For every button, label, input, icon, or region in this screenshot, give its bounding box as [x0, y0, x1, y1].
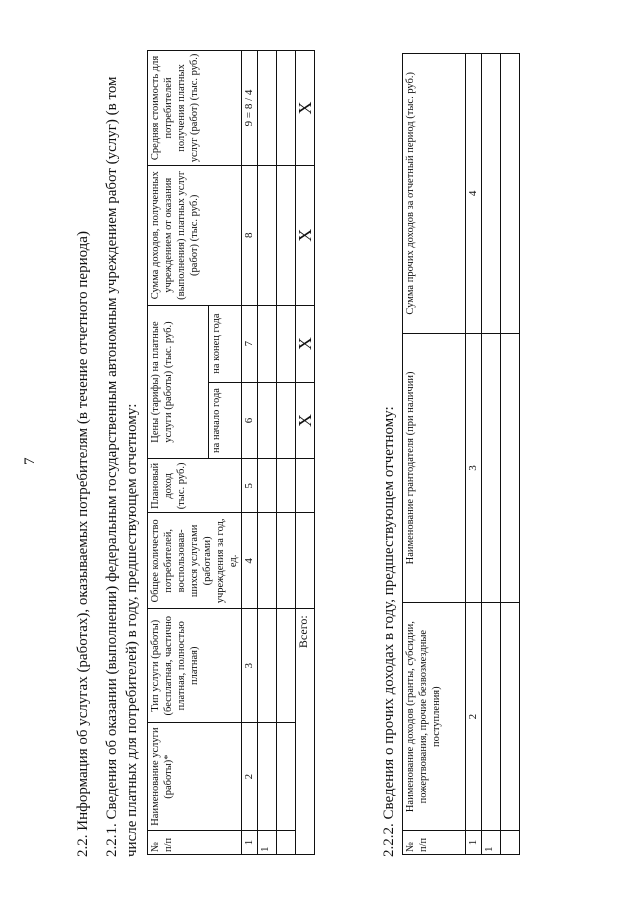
row-cell — [258, 165, 277, 305]
col-number: 1 — [466, 831, 482, 855]
header-service-type: Тип услуги (работы) (бесплатная, частично платная, полностью платная) — [148, 609, 242, 723]
subsection-1-title-line-1: 2.2.1. Сведения об оказании (выполнении) федеральным государственным автономным учреждением работ (услуг) (в том — [104, 76, 120, 857]
header-price-end: на конец года — [208, 305, 241, 382]
row-cell — [258, 459, 277, 513]
row-cell — [482, 54, 501, 334]
other-income-table — [402, 53, 520, 855]
row-cell — [482, 333, 501, 603]
col-number: 3 — [242, 609, 258, 723]
services-header-row — [148, 51, 209, 855]
page-number: 7 — [22, 457, 38, 465]
col-number: 5 — [242, 459, 258, 513]
row-number: 1 — [258, 831, 277, 855]
row-cell — [258, 723, 277, 831]
table-row — [258, 51, 277, 855]
subsection-1-title-line-2: числе платных для потребителей) в году, предшествующем отчетному: — [124, 403, 140, 857]
col-number: 9 = 8 / 4 — [242, 51, 258, 166]
header-price-start: на начало года — [208, 382, 241, 459]
col-number: 1 — [242, 831, 258, 855]
col-number: 3 — [466, 333, 482, 603]
row-cell — [258, 51, 277, 166]
col-number: 4 — [242, 513, 258, 609]
header-consumer-count: Общее количество потребителей, воспользовав-шихся услугами (работами) учреждения за год, ед. — [148, 513, 242, 609]
header-service-name: Наименование услуги (работы)* — [148, 723, 242, 831]
total-row — [296, 51, 315, 855]
total-average-cost: X — [296, 51, 315, 166]
table-row-empty — [277, 51, 296, 855]
services-number-row — [242, 51, 258, 855]
col-number: 8 — [242, 165, 258, 305]
header-average-cost: Средняя стоимость для потребителей получения платных услуг (работ) (тыс. руб.) — [148, 51, 242, 166]
total-label: Всего: — [296, 609, 315, 855]
other-income-header-row — [403, 54, 466, 855]
row-cell — [258, 382, 277, 459]
header-other-income-sum: Сумма прочих доходов за отчетный период (тыс. руб.) — [403, 54, 466, 334]
row-number: 1 — [482, 831, 501, 855]
header-income-sum: Сумма доходов, полученных учреждением от оказания (выполнения) платных услуг (работ) (тыс. руб.) — [148, 165, 242, 305]
total-price-end: X — [296, 305, 315, 382]
other-income-number-row — [466, 54, 482, 855]
row-cell — [482, 603, 501, 831]
total-price-start: X — [296, 382, 315, 459]
col-number: 2 — [466, 603, 482, 831]
total-income-sum: X — [296, 165, 315, 305]
col-number: 2 — [242, 723, 258, 831]
col-number: 6 — [242, 382, 258, 459]
col-number: 7 — [242, 305, 258, 382]
section-title: 2.2. Информация об услугах (работах), оказываемых потребителям (в течение отчетного периода) — [75, 231, 91, 857]
table-row — [482, 54, 501, 855]
header-number: № п/п — [403, 831, 466, 855]
header-grantor: Наименование грантодателя (при наличии) — [403, 333, 466, 603]
row-cell — [258, 609, 277, 723]
row-cell — [258, 305, 277, 382]
header-planned-income: Плановый доход (тыс. руб.) — [148, 459, 242, 513]
table-row-empty — [501, 54, 520, 855]
services-table — [147, 50, 315, 855]
header-prices-group: Цены (тарифы) на платные услуги (работы) (тыс. руб.) — [148, 305, 209, 459]
header-number: № п/п — [148, 831, 242, 855]
subsection-2-title: 2.2.2. Сведения о прочих доходах в году, предшествующем отчетному: — [381, 406, 397, 857]
row-cell — [258, 513, 277, 609]
header-income-name: Наименование доходов (гранты, субсидии, пожертвования, прочие безвозмездные поступления) — [403, 603, 466, 831]
col-number: 4 — [466, 54, 482, 334]
